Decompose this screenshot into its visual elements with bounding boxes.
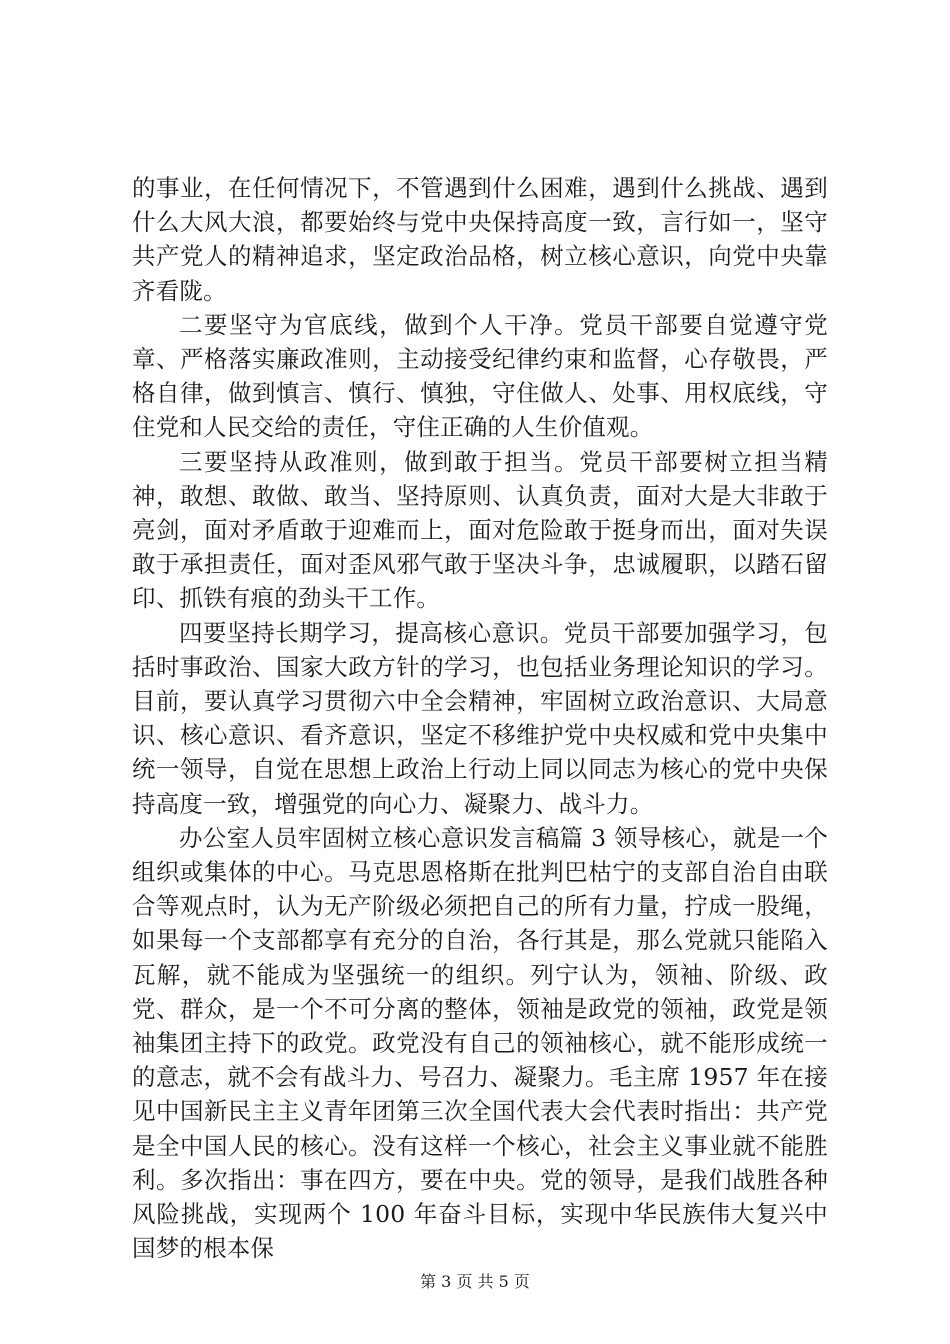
document-body	[132, 171, 828, 1266]
page-footer	[0, 1272, 950, 1292]
paragraph-article-3: 办公室人员牢固树立核心意识发言稿篇 3 领导核心，就是一个组织或集体的中心。马克思恩格斯在批判巴枯宁的支部自治自由联合等观点时，认为无产阶级必须把自己的所有力量，拧成一股绳，如果每一个支部都享有充分的自治，各行其是，那么党就只能陷入瓦解，就不能成为坚强统一的组织。列宁认为，领袖、阶级、政党、群众，是一个不可分离的整体，领袖是政党的领袖，政党是领袖集团主持下的政党。政党没有自己的领袖核心，就不能形成统一的意志，就不会有战斗力、号召力、凝聚力。毛主席 1957 年在接见中国新民主主义青年团第三次全国代表大会代表时指出：共产党是全中国人民的核心。没有这样一个核心，社会主义事业就不能胜利。多次指出：事在四方，要在中央。党的领导，是我们战胜各种风险挑战，实现两个 100 年奋斗目标，实现中华民族伟大复兴中国梦的根本保	[132, 823, 828, 1263]
paragraph-point-4: 四要坚持长期学习，提高核心意识。党员干部要加强学习，包括时事政治、国家大政方针的学习，也包括业务理论知识的学习。目前，要认真学习贯彻六中全会精神，牢固树立政治意识、大局意识、核心意识、看齐意识，坚定不移维护党中央权威和党中央集中统一领导，自觉在思想上政治上行动上同以同志为核心的党中央保持高度一致，增强党的向心力、凝聚力、战斗力。	[132, 618, 828, 818]
paragraph-continuation: 的事业，在任何情况下，不管遇到什么困难，遇到什么挑战、遇到什么大风大浪，都要始终与党中央保持高度一致，言行如一，坚守共产党人的精神追求，坚定政治品格，树立核心意识，向党中央靠齐看陇。	[132, 174, 828, 305]
paragraph-point-2: 二要坚守为官底线，做到个人干净。党员干部要自觉遵守党章、严格落实廉政准则，主动接受纪律约束和监督，心存敬畏，严格自律，做到慎言、慎行、慎独，守住做人、处事、用权底线，守住党和人民交给的责任，守住正确的人生价值观。	[132, 310, 828, 442]
page-number-label: 第 3 页 共 5 页	[420, 1272, 530, 1291]
paragraph-point-3: 三要坚持从政准则，做到敢于担当。党员干部要树立担当精神，敢想、敢做、敢当、坚持原则、认真负责，面对大是大非敢于亮剑，面对矛盾敢于迎难而上，面对危险敢于挺身而出，面对失误敢于承担责任，面对歪风邪气敢于坚决斗争，忠诚履职，以踏石留印、抓铁有痕的劲头干工作。	[132, 447, 828, 613]
